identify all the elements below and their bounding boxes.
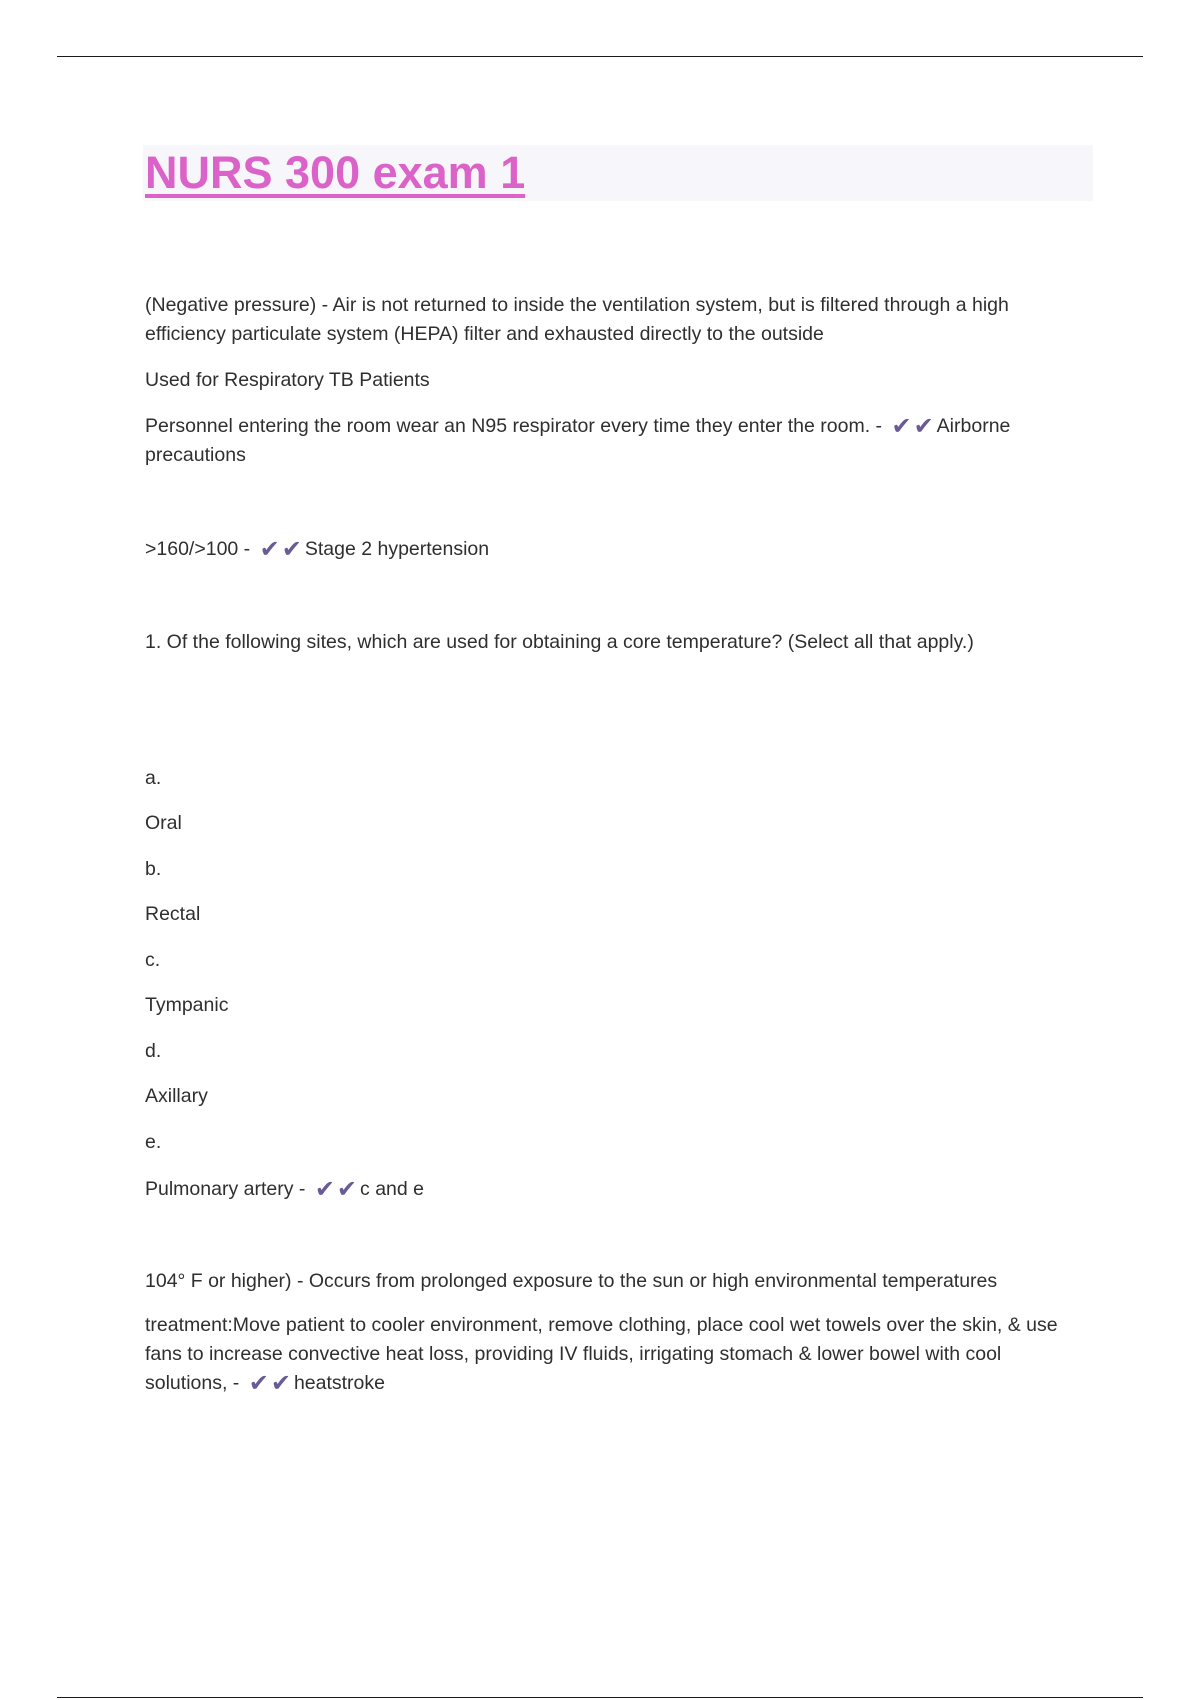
top-rule — [57, 56, 1143, 57]
card1-question-text: Personnel entering the room wear an N95 respirator every time they enter the room. - — [145, 415, 883, 437]
option-a-letter: a. — [145, 767, 162, 789]
check-icon: ✔ — [248, 1370, 269, 1397]
check-icon: ✔ — [336, 1176, 358, 1203]
card4-question-text: treatment:Move patient to cooler environment, remove clothing, place cool wet towels over the skin, & use fans to increase convective heat loss, providing IV fluids, irrigating stomach & lower bowel with cool solutions, - — [145, 1314, 1058, 1394]
card1-question-line2: Used for Respiratory TB Patients — [145, 369, 430, 391]
card2-question — [145, 535, 1085, 564]
check-icon: ✔ — [259, 536, 280, 563]
double-check-icon — [248, 1369, 292, 1398]
double-check-icon — [890, 412, 934, 441]
option-c-text: Tympanic — [145, 994, 229, 1016]
option-b-text: Rectal — [145, 903, 201, 925]
option-c-letter: c. — [145, 949, 161, 971]
option-d-text: Axillary — [145, 1085, 208, 1107]
option-a-text: Oral — [145, 812, 182, 834]
option-e-letter: e. — [145, 1131, 162, 1153]
check-icon: ✔ — [314, 1176, 335, 1203]
card3-answer: c and e — [360, 1178, 424, 1200]
card3-question: 1. Of the following sites, which are used for obtaining a core temperature? (Select all that apply.) — [145, 631, 974, 653]
option-e-text: Pulmonary artery - — [145, 1178, 306, 1200]
bottom-rule — [57, 1697, 1143, 1698]
double-check-icon — [259, 535, 303, 564]
option-b-letter: b. — [145, 858, 162, 880]
double-check-icon — [314, 1175, 358, 1204]
check-icon: ✔ — [281, 536, 302, 563]
check-icon: ✔ — [891, 413, 912, 440]
card4-question-line1: 104° F or higher) - Occurs from prolonged exposure to the sun or high environmental temperatures — [145, 1270, 998, 1292]
document-title: NURS 300 exam 1 — [145, 147, 526, 198]
card2-answer: Stage 2 hypertension — [304, 538, 490, 560]
card1-question-line3 — [145, 412, 1085, 470]
check-icon: ✔ — [270, 1370, 291, 1397]
card4-answer: heatstroke — [293, 1372, 385, 1394]
card2-question-text: >160/>100 - — [145, 538, 251, 560]
card1-answer: Airborne precautions — [145, 415, 1011, 466]
card1-question-line1: (Negative pressure) - Air is not returned to inside the ventilation system, but is filtered through a high efficiency particulate system (HEPA) filter and exhausted directly to the outside — [145, 294, 1009, 345]
option-d-letter: d. — [145, 1040, 162, 1062]
card4-question-line2 — [145, 1311, 1085, 1398]
check-icon: ✔ — [913, 413, 934, 440]
option-e-line — [145, 1175, 1085, 1204]
